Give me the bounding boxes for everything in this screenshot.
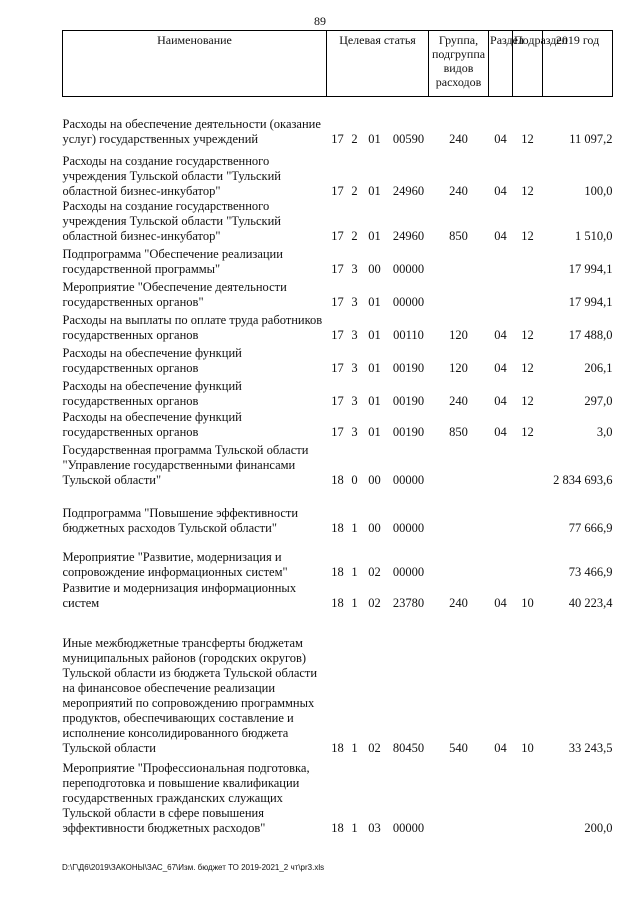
- row-cs1: 18: [331, 472, 344, 487]
- row-group: [429, 756, 489, 836]
- header-section: Раздел: [489, 31, 513, 97]
- row-amount: 297,0: [584, 393, 613, 408]
- table-row: [63, 536, 613, 580]
- table-row: [63, 277, 613, 310]
- row-amount: 73 466,9: [568, 564, 613, 579]
- row-cs2: 3: [351, 261, 358, 276]
- row-name: Расходы на выплаты по оплате труда работников государственных органов: [62, 312, 323, 342]
- row-amount: 33 243,5: [568, 740, 613, 755]
- row-section: [489, 756, 513, 836]
- row-group: [429, 440, 489, 488]
- row-cs3: 01: [368, 424, 381, 439]
- row-name: Развитие и модернизация информационных систем: [62, 580, 297, 610]
- row-name: Расходы на обеспечение деятельности (оказание услуг) государственных учреждений: [62, 116, 321, 146]
- row-cs2: 3: [351, 294, 358, 309]
- row-cs1: 17: [331, 294, 344, 309]
- table-row: [63, 147, 613, 199]
- row-section: 04: [494, 360, 507, 375]
- table-row: [63, 97, 613, 147]
- row-cs1: 17: [331, 183, 344, 198]
- row-amount: 17 994,1: [568, 261, 613, 276]
- row-cs3: 02: [368, 740, 381, 755]
- row-name: Государственная программа Тульской области "Управление государственными финансами Тульской области": [62, 442, 309, 487]
- row-amount: 206,1: [584, 360, 613, 375]
- row-cs3: 02: [368, 564, 381, 579]
- table-row: [63, 310, 613, 343]
- row-cs4: 24960: [392, 228, 425, 243]
- row-name: Расходы на создание государственного учреждения Тульской области "Тульский областной бизнес-инкубатор": [62, 153, 281, 198]
- row-cs2: 1: [351, 740, 358, 755]
- row-group: 240: [449, 595, 468, 610]
- table-header-row: [63, 31, 613, 97]
- row-group: [429, 244, 489, 277]
- row-subsection: 10: [521, 740, 534, 755]
- row-section: 04: [494, 424, 507, 439]
- header-name: Наименование: [63, 31, 327, 97]
- row-cs3: 00: [368, 261, 381, 276]
- row-amount: 100,0: [584, 183, 613, 198]
- row-cs1: 18: [331, 740, 344, 755]
- row-cs1: 18: [331, 820, 344, 835]
- row-group: [429, 277, 489, 310]
- row-cs2: 0: [351, 472, 358, 487]
- budget-table: [62, 30, 613, 836]
- row-name: Мероприятие "Обеспечение деятельности государственных органов": [62, 279, 287, 309]
- table-row: [63, 756, 613, 836]
- table-row: [63, 376, 613, 409]
- row-group: [429, 536, 489, 580]
- header-target-article: Целевая статья: [327, 31, 429, 97]
- row-subsection: 12: [521, 183, 534, 198]
- row-section: 04: [494, 228, 507, 243]
- row-cs3: 00: [368, 520, 381, 535]
- page-number: 89: [314, 14, 326, 28]
- row-subsection: 12: [521, 393, 534, 408]
- row-cs3: 01: [368, 393, 381, 408]
- row-cs2: 2: [351, 131, 358, 146]
- table-row: [63, 488, 613, 536]
- row-cs2: 2: [351, 228, 358, 243]
- table-row: [63, 611, 613, 756]
- row-cs2: 3: [351, 327, 358, 342]
- row-cs3: 01: [368, 327, 381, 342]
- row-cs2: 1: [351, 595, 358, 610]
- row-section: [489, 244, 513, 277]
- row-group: 540: [449, 740, 468, 755]
- row-name: Иные межбюджетные трансферты бюджетам муниципальных районов (городских округов) Тульской области из бюджета Тульской области на финансовое обеспечение реализации мероприятий по сопровождению программных продуктов, обеспечивающих составление и исполнение консолидированного бюджета Тульской области: [62, 635, 318, 755]
- row-cs2: 1: [351, 564, 358, 579]
- row-subsection: 12: [521, 131, 534, 146]
- row-subsection: 12: [521, 228, 534, 243]
- row-name: Расходы на обеспечение функций государственных органов: [62, 409, 242, 439]
- row-cs4: 00000: [392, 261, 425, 276]
- row-cs2: 1: [351, 820, 358, 835]
- row-subsection: [513, 536, 543, 580]
- row-name: Подпрограмма "Обеспечение реализации государственной программы": [62, 246, 283, 276]
- table-row: [63, 199, 613, 244]
- row-cs2: 3: [351, 424, 358, 439]
- row-cs4: 00000: [392, 472, 425, 487]
- row-subsection: [513, 488, 543, 536]
- row-cs4: 00000: [392, 820, 425, 835]
- row-cs1: 17: [331, 327, 344, 342]
- table-row: [63, 440, 613, 488]
- row-cs1: 17: [331, 228, 344, 243]
- row-cs3: 01: [368, 360, 381, 375]
- row-cs3: 01: [368, 294, 381, 309]
- row-section: [489, 488, 513, 536]
- row-cs2: 3: [351, 393, 358, 408]
- table-row: [63, 580, 613, 611]
- header-expense-group: Группа, подгруппа видов расходов: [429, 31, 489, 97]
- row-cs4: 00000: [392, 294, 425, 309]
- row-section: [489, 277, 513, 310]
- table-row: [63, 409, 613, 440]
- row-cs1: 17: [331, 360, 344, 375]
- row-section: [489, 536, 513, 580]
- row-cs4: 00190: [392, 393, 425, 408]
- row-group: 850: [449, 424, 468, 439]
- row-cs3: 00: [368, 472, 381, 487]
- row-cs4: 80450: [392, 740, 425, 755]
- row-section: 04: [494, 740, 507, 755]
- row-amount: 2 834 693,6: [553, 472, 613, 487]
- row-section: 04: [494, 393, 507, 408]
- row-cs1: 18: [331, 595, 344, 610]
- row-cs1: 18: [331, 520, 344, 535]
- header-subsection: Подраздел: [513, 31, 543, 97]
- row-name: Мероприятие "Профессиональная подготовка, переподготовка и повышение квалификации государственных гражданских служащих Тульской области в сфере повышения эффективности бюджетных расходов": [62, 760, 310, 835]
- row-section: 04: [494, 595, 507, 610]
- row-name: Расходы на создание государственного учреждения Тульской области "Тульский областной бизнес-инкубатор": [62, 198, 281, 243]
- row-group: 120: [449, 327, 468, 342]
- row-cs3: 03: [368, 820, 381, 835]
- row-cs4: 00190: [392, 424, 425, 439]
- row-subsection: 12: [521, 424, 534, 439]
- row-amount: 3,0: [596, 424, 613, 439]
- row-cs2: 3: [351, 360, 358, 375]
- row-section: 04: [494, 327, 507, 342]
- header-year-2019: 2019 год: [543, 31, 613, 97]
- row-cs3: 02: [368, 595, 381, 610]
- row-cs3: 01: [368, 183, 381, 198]
- row-section: 04: [494, 183, 507, 198]
- row-cs2: 2: [351, 183, 358, 198]
- row-cs4: 23780: [392, 595, 425, 610]
- row-cs1: 17: [331, 424, 344, 439]
- row-cs3: 01: [368, 131, 381, 146]
- row-amount: 17 488,0: [568, 327, 613, 342]
- row-cs4: 00000: [392, 564, 425, 579]
- table-body: [63, 97, 613, 836]
- row-group: 240: [449, 183, 468, 198]
- row-amount: 17 994,1: [568, 294, 613, 309]
- row-amount: 200,0: [584, 820, 613, 835]
- row-group: [429, 488, 489, 536]
- row-cs4: 00000: [392, 520, 425, 535]
- row-amount: 11 097,2: [569, 131, 613, 146]
- footer-file-path: D:\Г\Д6\2019\ЗАКОНЫ\ЗАС_67\Изм. бюджет ТО 2019-2021_2 чт\pr3.xls: [62, 863, 325, 872]
- row-subsection: [513, 440, 543, 488]
- row-cs1: 17: [331, 261, 344, 276]
- row-section: 04: [494, 131, 507, 146]
- row-amount: 40 223,4: [568, 595, 613, 610]
- table-row: [63, 244, 613, 277]
- row-name: Подпрограмма "Повышение эффективности бюджетных расходов Тульской области": [62, 505, 299, 535]
- row-section: [489, 440, 513, 488]
- row-amount: 1 510,0: [575, 228, 613, 243]
- row-group: 240: [449, 131, 468, 146]
- row-name: Расходы на обеспечение функций государственных органов: [62, 378, 242, 408]
- row-amount: 77 666,9: [568, 520, 613, 535]
- row-group: 850: [449, 228, 468, 243]
- row-cs3: 01: [368, 228, 381, 243]
- row-cs4: 00590: [392, 131, 425, 146]
- row-cs1: 18: [331, 564, 344, 579]
- table-row: [63, 343, 613, 376]
- row-group: 120: [449, 360, 468, 375]
- row-subsection: 12: [521, 327, 534, 342]
- row-subsection: 10: [521, 595, 534, 610]
- row-subsection: [513, 756, 543, 836]
- row-cs4: 00110: [393, 327, 424, 342]
- row-cs1: 17: [331, 393, 344, 408]
- row-cs1: 17: [331, 131, 344, 146]
- row-name: Расходы на обеспечение функций государственных органов: [62, 345, 242, 375]
- row-group: 240: [449, 393, 468, 408]
- row-subsection: [513, 244, 543, 277]
- row-subsection: 12: [521, 360, 534, 375]
- row-cs2: 1: [351, 520, 358, 535]
- row-cs4: 00190: [392, 360, 425, 375]
- row-name: Мероприятие "Развитие, модернизация и сопровождение информационных систем": [62, 549, 288, 579]
- row-cs4: 24960: [392, 183, 425, 198]
- row-subsection: [513, 277, 543, 310]
